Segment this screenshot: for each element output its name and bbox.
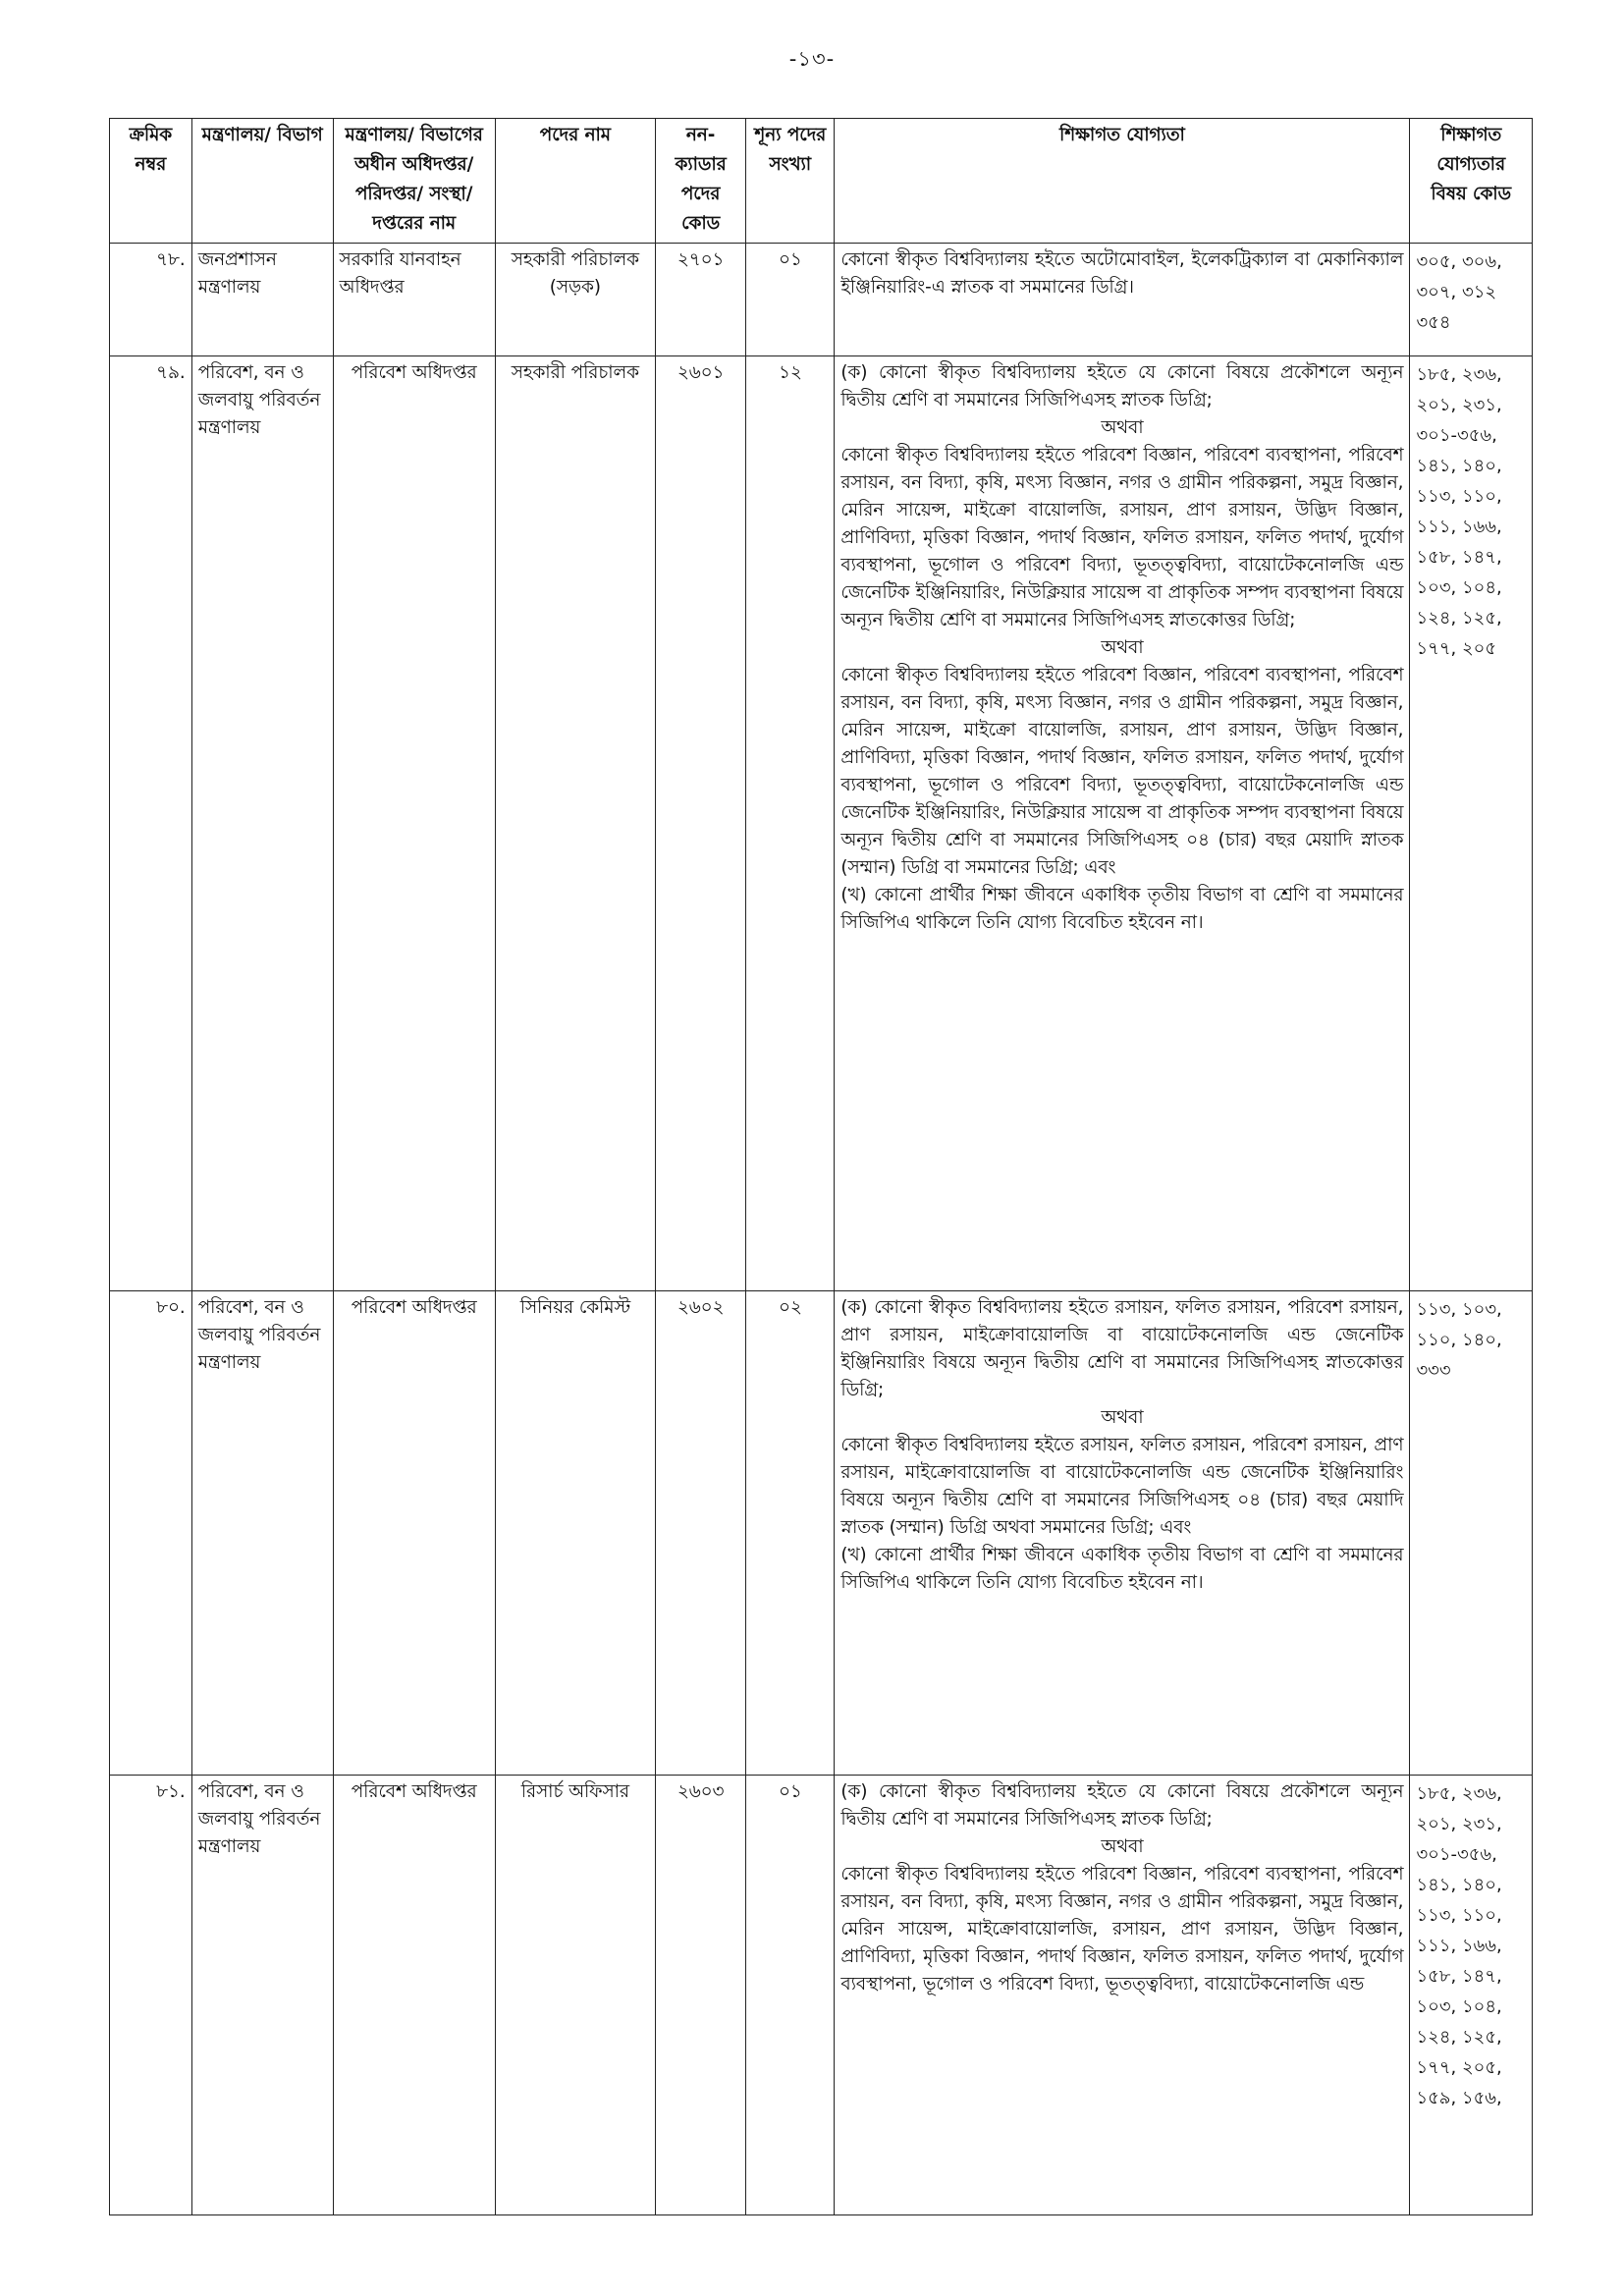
subject-code-line: ২০১, ২৩১, bbox=[1416, 395, 1502, 415]
subject-code-line: ১১৩, ১০৩, bbox=[1416, 1299, 1502, 1320]
qualification-paragraph: (ক) কোনো স্বীকৃত বিশ্ববিদ্যালয় হইতে যে কোনো বিষয়ে প্রকৌশলে অন্যূন দ্বিতীয় শ্রেণি বা সমমানের সিজিপিএসহ স্নাতক ডিগ্রি; bbox=[840, 1781, 1404, 1830]
subject-code-line: ১৫৯, ১৫৬, bbox=[1416, 2088, 1502, 2108]
row-serial: ৮১. bbox=[110, 1776, 192, 2215]
header-qualification: শিক্ষাগত যোগ্যতা bbox=[835, 119, 1410, 244]
header-vacancy: শূন্য পদের সংখ্যা bbox=[746, 119, 835, 244]
subject-code-line: ১৭৭, ২০৫ bbox=[1416, 638, 1497, 659]
qualification-paragraph: (খ) কোনো প্রার্থীর শিক্ষা জীবনে একাধিক তৃতীয় বিভাগ বা শ্রেণি বা সমমানের সিজিপিএ থাকিলে তিনি যোগ্য বিবেচিত হইবেন না। bbox=[840, 885, 1404, 933]
subject-code-line: ১১১, ১৬৬, bbox=[1416, 1936, 1502, 1956]
qualification-paragraph: কোনো স্বীকৃত বিশ্ববিদ্যালয় হইতে অটোমোবাইল, ইলেকট্রিক্যাল বা মেকানিক্যাল ইঞ্জিনিয়ারিং-এ স্নাতক বা সমমানের ডিগ্রি। bbox=[840, 249, 1404, 298]
subject-code-line: ৩৫৪ bbox=[1416, 312, 1451, 333]
header-office: মন্ত্রণালয়/ বিভাগের অধীন অধিদপ্তর/ পরিদপ্তর/ সংস্থা/ দপ্তরের নাম bbox=[333, 119, 495, 244]
subject-code-line: ৩৩৩ bbox=[1416, 1360, 1451, 1381]
row-qualification bbox=[835, 1291, 1410, 1776]
table-row bbox=[110, 356, 1533, 1291]
qualification-or: অথবা bbox=[1101, 1407, 1144, 1428]
row-code: ২৭০১ bbox=[655, 244, 745, 356]
subject-code-line: ৩০৫, ৩০৬, bbox=[1416, 251, 1502, 272]
row-post: সহকারী পরিচালক bbox=[495, 356, 655, 1291]
row-code: ২৬০১ bbox=[655, 356, 745, 1291]
row-post: সিনিয়র কেমিস্ট bbox=[495, 1291, 655, 1776]
row-qualification bbox=[835, 356, 1410, 1291]
row-serial: ৭৯. bbox=[110, 356, 192, 1291]
subject-code-line: ১১০, ১৪০, bbox=[1416, 1330, 1502, 1350]
row-ministry: পরিবেশ, বন ও জলবায়ু পরিবর্তন মন্ত্রণালয় bbox=[191, 1776, 333, 2215]
subject-code-line: ২০১, ২৩১, bbox=[1416, 1814, 1502, 1834]
qualification-paragraph: কোনো স্বীকৃত বিশ্ববিদ্যালয় হইতে পরিবেশ বিজ্ঞান, পরিবেশ ব্যবস্থাপনা, পরিবেশ রসায়ন, বন বিদ্যা, কৃষি, মৎস্য বিজ্ঞান, নগর ও গ্রামীন পরিকল্পনা, সমুদ্র বিজ্ঞান, মেরিন সায়েন্স, মাইক্রো বায়োলজি, রসায়ন, প্রাণ রসায়ন, উদ্ভিদ বিজ্ঞান, প্রাণিবিদ্যা, মৃত্তিকা বিজ্ঞান, পদার্থ বিজ্ঞান, ফলিত রসায়ন, ফলিত পদার্থ, দুর্যোগ ব্যবস্থাপনা, ভূগোল ও পরিবেশ বিদ্যা, ভূতত্ত্ববিদ্যা, বায়োটেকনোলজি এন্ড জেনেটিক ইঞ্জিনিয়ারিং, নিউক্লিয়ার সায়েন্স বা প্রাকৃতিক সম্পদ ব্যবস্থাপনা বিষয়ে অন্যূন দ্বিতীয় শ্রেণি বা সমমানের সিজিপিএসহ স্নাতকোত্তর ডিগ্রি; bbox=[840, 445, 1404, 630]
subject-code-line: ১৭৭, ২০৫, bbox=[1416, 2057, 1502, 2078]
subject-code-line: ১০৩, ১০৪, bbox=[1416, 577, 1502, 598]
qualification-or: অথবা bbox=[1101, 417, 1144, 438]
row-post: সহকারী পরিচালক (সড়ক) bbox=[495, 244, 655, 356]
subject-code-line: ১৪১, ১৪০, bbox=[1416, 456, 1502, 476]
header-serial: ক্রমিক নম্বর bbox=[110, 119, 192, 244]
qualification-or: অথবা bbox=[1101, 637, 1144, 658]
subject-code-line: ১৫৮, ১৪৭, bbox=[1416, 547, 1502, 568]
table-header-row bbox=[110, 119, 1533, 244]
subject-code-line: ৩০১-৩৫৬, bbox=[1416, 425, 1497, 446]
row-ministry: জনপ্রশাসন মন্ত্রণালয় bbox=[191, 244, 333, 356]
row-vacancy: ১২ bbox=[746, 356, 835, 1291]
qualification-paragraph: কোনো স্বীকৃত বিশ্ববিদ্যালয় হইতে পরিবেশ বিজ্ঞান, পরিবেশ ব্যবস্থাপনা, পরিবেশ রসায়ন, বন বিদ্যা, কৃষি, মৎস্য বিজ্ঞান, নগর ও গ্রামীন পরিকল্পনা, সমুদ্র বিজ্ঞান, মেরিন সায়েন্স, মাইক্রো বায়োলজি, রসায়ন, প্রাণ রসায়ন, উদ্ভিদ বিজ্ঞান, প্রাণিবিদ্যা, মৃত্তিকা বিজ্ঞান, পদার্থ বিজ্ঞান, ফলিত রসায়ন, ফলিত পদার্থ, দুর্যোগ ব্যবস্থাপনা, ভূগোল ও পরিবেশ বিদ্যা, ভূতত্ত্ববিদ্যা, বায়োটেকনোলজি এন্ড জেনেটিক ইঞ্জিনিয়ারিং, নিউক্লিয়ার সায়েন্স বা প্রাকৃতিক সম্পদ ব্যবস্থাপনা বিষয়ে অন্যূন দ্বিতীয় শ্রেণি বা সমমানের সিজিপিএসহ ০৪ (চার) বছর মেয়াদি স্নাতক (সম্মান) ডিগ্রি বা সমমানের ডিগ্রি; এবং bbox=[840, 665, 1404, 878]
subject-code-line: ৩০১-৩৫৬, bbox=[1416, 1844, 1497, 1865]
subject-code-line: ১০৩, ১০৪, bbox=[1416, 1996, 1502, 2017]
row-subject-codes bbox=[1410, 1291, 1533, 1776]
row-office: সরকারি যানবাহন অধিদপ্তর bbox=[333, 244, 495, 356]
row-qualification bbox=[835, 244, 1410, 356]
row-code: ২৬০২ bbox=[655, 1291, 745, 1776]
row-office: পরিবেশ অধিদপ্তর bbox=[333, 1776, 495, 2215]
subject-code-line: ১৮৫, ২৩৬, bbox=[1416, 364, 1502, 385]
qualification-paragraph: কোনো স্বীকৃত বিশ্ববিদ্যালয় হইতে রসায়ন, ফলিত রসায়ন, পরিবেশ রসায়ন, প্রাণ রসায়ন, মাইক্রোবায়োলজি বা বায়োটেকনোলজি এন্ড জেনেটিক ইঞ্জিনিয়ারিং বিষয়ে অন্যূন দ্বিতীয় শ্রেণি বা সমমানের সিজিপিএসহ ০৪ (চার) বছর মেয়াদি স্নাতক (সম্মান) ডিগ্রি অথবা সমমানের ডিগ্রি; এবং bbox=[840, 1435, 1404, 1538]
header-post: পদের নাম bbox=[495, 119, 655, 244]
subject-code-line: ১১৩, ১১০, bbox=[1416, 486, 1502, 507]
row-office: পরিবেশ অধিদপ্তর bbox=[333, 1291, 495, 1776]
row-vacancy: ০১ bbox=[746, 244, 835, 356]
row-qualification bbox=[835, 1776, 1410, 2215]
qualification-paragraph: কোনো স্বীকৃত বিশ্ববিদ্যালয় হইতে পরিবেশ বিজ্ঞান, পরিবেশ ব্যবস্থাপনা, পরিবেশ রসায়ন, বন বিদ্যা, কৃষি, মৎস্য বিজ্ঞান, নগর ও গ্রামীন পরিকল্পনা, সমুদ্র বিজ্ঞান, মেরিন সায়েন্স, মাইক্রোবায়োলজি, রসায়ন, প্রাণ রসায়ন, উদ্ভিদ বিজ্ঞান, প্রাণিবিদ্যা, মৃত্তিকা বিজ্ঞান, পদার্থ বিজ্ঞান, ফলিত রসায়ন, ফলিত পদার্থ, দুর্যোগ ব্যবস্থাপনা, ভূগোল ও পরিবেশ বিদ্যা, ভূতত্ত্ববিদ্যা, বায়োটেকনোলজি এন্ড bbox=[840, 1864, 1404, 1995]
subject-code-line: ১৪১, ১৪০, bbox=[1416, 1875, 1502, 1895]
subject-code-line: ১২৪, ১২৫, bbox=[1416, 2027, 1502, 2048]
row-vacancy: ০২ bbox=[746, 1291, 835, 1776]
subject-code-line: ১৫৮, ১৪৭, bbox=[1416, 1966, 1502, 1987]
row-ministry: পরিবেশ, বন ও জলবায়ু পরিবর্তন মন্ত্রণালয় bbox=[191, 1291, 333, 1776]
table-row bbox=[110, 1776, 1533, 2215]
table-row bbox=[110, 244, 1533, 356]
qualification-or: অথবা bbox=[1101, 1836, 1144, 1857]
row-code: ২৬০৩ bbox=[655, 1776, 745, 2215]
page-number: -১৩- bbox=[788, 47, 836, 71]
header-ministry: মন্ত্রণালয়/ বিভাগ bbox=[191, 119, 333, 244]
subject-code-line: ১১৩, ১১০, bbox=[1416, 1905, 1502, 1926]
row-subject-codes bbox=[1410, 356, 1533, 1291]
row-post: রিসার্চ অফিসার bbox=[495, 1776, 655, 2215]
row-vacancy: ০১ bbox=[746, 1776, 835, 2215]
subject-code-line: ১১১, ১৬৬, bbox=[1416, 517, 1502, 537]
row-subject-codes bbox=[1410, 1776, 1533, 2215]
row-subject-codes bbox=[1410, 244, 1533, 356]
subject-code-line: ১৮৫, ২৩৬, bbox=[1416, 1783, 1502, 1804]
qualification-paragraph: (খ) কোনো প্রার্থীর শিক্ষা জীবনে একাধিক তৃতীয় বিভাগ বা শ্রেণি বা সমমানের সিজিপিএ থাকিলে তিনি যোগ্য বিবেচিত হইবেন না। bbox=[840, 1545, 1404, 1593]
subject-code-line: ৩০৭, ৩১২ bbox=[1416, 282, 1497, 302]
row-serial: ৭৮. bbox=[110, 244, 192, 356]
subject-code-line: ১২৪, ১২৫, bbox=[1416, 608, 1502, 629]
qualification-paragraph: (ক) কোনো স্বীকৃত বিশ্ববিদ্যালয় হইতে যে কোনো বিষয়ে প্রকৌশলে অন্যূন দ্বিতীয় শ্রেণি বা সমমানের সিজিপিএসহ স্নাতক ডিগ্রি; bbox=[840, 362, 1404, 410]
row-ministry: পরিবেশ, বন ও জলবায়ু পরিবর্তন মন্ত্রণালয় bbox=[191, 356, 333, 1291]
row-office: পরিবেশ অধিদপ্তর bbox=[333, 356, 495, 1291]
qualification-paragraph: (ক) কোনো স্বীকৃত বিশ্ববিদ্যালয় হইতে রসায়ন, ফলিত রসায়ন, পরিবেশ রসায়ন, প্রাণ রসায়ন, মাইক্রোবায়োলজি বা বায়োটেকনোলজি এন্ড জেনেটিক ইঞ্জিনিয়ারিং বিষয়ে অন্যূন দ্বিতীয় শ্রেণি বা সমমানের সিজিপিএসহ স্নাতকোত্তর ডিগ্রি; bbox=[840, 1297, 1404, 1400]
header-code: নন-ক্যাডার পদের কোড bbox=[655, 119, 745, 244]
row-serial: ৮০. bbox=[110, 1291, 192, 1776]
table-row bbox=[110, 1291, 1533, 1776]
vacancy-table bbox=[109, 118, 1533, 2215]
header-subject-code: শিক্ষাগত যোগ্যতার বিষয় কোড bbox=[1410, 119, 1533, 244]
